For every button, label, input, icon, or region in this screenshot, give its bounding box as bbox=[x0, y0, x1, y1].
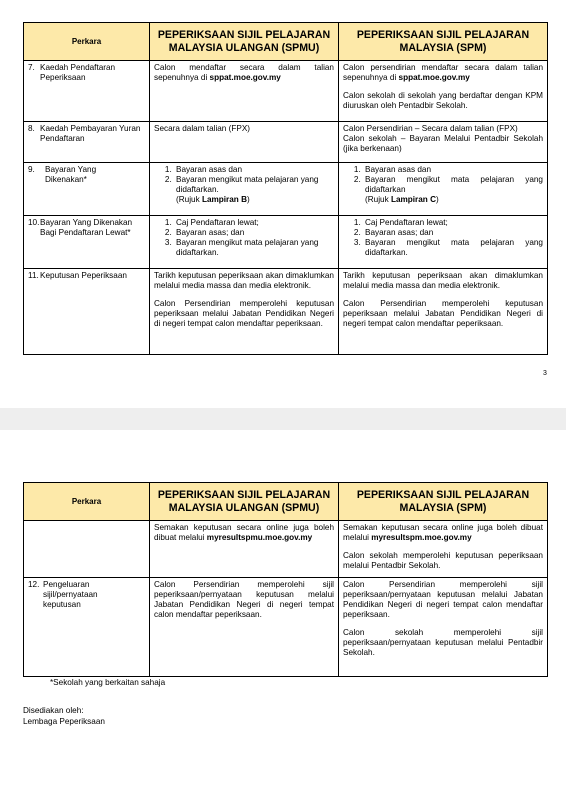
page-number: 3 bbox=[543, 370, 547, 377]
cell-text: (Rujuk bbox=[365, 195, 391, 204]
table-header-row bbox=[24, 483, 548, 521]
header-spmu: PEPERIKSAAN SIJIL PELAJARAN MALAYSIA ULANGAN (SPMU) bbox=[150, 23, 339, 61]
row-number: 8. bbox=[28, 124, 35, 133]
cell-text: Tarikh keputusan peperiksaan akan dimaklumkan melalui media massa dan media elektronik. bbox=[154, 271, 334, 290]
header-spm: PEPERIKSAAN SIJIL PELAJARAN MALAYSIA (SPM) bbox=[339, 23, 548, 61]
row-label: Kaedah Pendaftaran Peperiksaan bbox=[40, 63, 116, 82]
row-number: 12. bbox=[28, 580, 40, 589]
list-item: 1. Caj Pendaftaran lewat; bbox=[174, 218, 334, 228]
list-item: 2. Bayaran mengikut mata pelajaran yang didaftarkan. bbox=[174, 175, 334, 195]
comparison-table-page1 bbox=[23, 22, 548, 355]
header-perkara: Perkara bbox=[24, 483, 150, 521]
table-row-7 bbox=[24, 61, 548, 122]
comparison-table-page2 bbox=[23, 482, 548, 677]
cell-text: Calon Persendirian memperolehi keputusan peperiksaan melalui Jabatan Pendidikan Negeri di negeri tempat calon mendaftar peperiksaan. bbox=[154, 299, 334, 328]
list-item: 3. Bayaran mengikut mata pelajaran yang didaftarkan. bbox=[363, 238, 543, 258]
cell-text: Calon mendaftar secara dalam talian sepenuhnya di bbox=[154, 63, 334, 82]
row-number: 9. bbox=[28, 165, 35, 174]
list-item: 2. Bayaran mengikut mata pelajaran yang didaftarkan bbox=[363, 175, 543, 195]
row-number: 11. bbox=[28, 271, 39, 280]
row-number: 10. bbox=[28, 218, 40, 227]
row-label: Keputusan Peperiksaan bbox=[40, 271, 127, 280]
cell-text: Semakan keputusan secara online juga boleh dibuat melalui bbox=[154, 523, 334, 542]
list-item: 2. Bayaran asas; dan bbox=[363, 228, 543, 238]
list-item: 1. Bayaran asas dan bbox=[363, 165, 543, 175]
table-row-8 bbox=[24, 122, 548, 163]
cell-text: Calon sekolah memperolehi sijil peperiksaan/pernyataan keputusan melalui Pentadbir Sekolah. bbox=[343, 628, 543, 657]
cell-text: Calon sekolah di sekolah yang berdaftar dengan KPM diuruskan oleh Pentadbir Sekolah. bbox=[343, 91, 543, 110]
list-item: 1. Caj Pendaftaran lewat; bbox=[363, 218, 543, 228]
table-row-11 bbox=[24, 269, 548, 355]
table-row-12 bbox=[24, 578, 548, 677]
cell-text: (Rujuk bbox=[176, 195, 202, 204]
page-separator bbox=[0, 408, 566, 430]
link-myresultspm: myresultspm.moe.gov.my bbox=[371, 533, 472, 542]
appendix-ref: Lampiran B bbox=[201, 195, 247, 204]
link-myresultspmu: myresultspmu.moe.gov.my bbox=[206, 533, 313, 542]
header-spmu: PEPERIKSAAN SIJIL PELAJARAN MALAYSIA ULANGAN (SPMU) bbox=[150, 483, 339, 521]
organization: Lembaga Peperiksaan bbox=[23, 717, 105, 726]
cell-text: Calon Persendirian memperolehi sijil peperiksaan/pernyataan keputusan melalui Jabatan Pendidikan Negeri di negeri tempat calon mendaftar peperiksaan. bbox=[154, 580, 334, 619]
cell-text: Calon persendirian mendaftar secara dalam talian sepenuhnya di bbox=[343, 63, 543, 82]
row-label: Kaedah Pembayaran Yuran Pendaftaran bbox=[40, 124, 141, 143]
footnote: *Sekolah yang berkaitan sahaja bbox=[50, 678, 166, 687]
table-row-11-continued bbox=[24, 521, 548, 578]
link-sppat: sppat.moe.gov.my bbox=[398, 73, 470, 82]
cell-text: Calon sekolah – Bayaran Melalui Pentadbir Sekolah (jika berkenaan) bbox=[343, 134, 543, 153]
header-spm: PEPERIKSAAN SIJIL PELAJARAN MALAYSIA (SPM) bbox=[339, 483, 548, 521]
list-item: 1. Bayaran asas dan bbox=[174, 165, 334, 175]
cell-text: Calon sekolah memperolehi keputusan peperiksaan melalui Pentadbir Sekolah. bbox=[343, 551, 543, 570]
link-sppat: sppat.moe.gov.my bbox=[209, 73, 281, 82]
table-row-9 bbox=[24, 163, 548, 216]
cell-text: Secara dalam talian (FPX) bbox=[150, 122, 339, 163]
prepared-by: Disediakan oleh: bbox=[23, 706, 84, 715]
cell-text: Calon Persendirian – Secara dalam talian (FPX) bbox=[343, 124, 518, 133]
row-label: Bayaran Yang Dikenakan* bbox=[45, 165, 97, 184]
header-perkara: Perkara bbox=[24, 23, 150, 61]
cell-text: Tarikh keputusan peperiksaan akan dimaklumkan melalui media massa dan media elektronik. bbox=[343, 271, 543, 290]
table-header-row bbox=[24, 23, 548, 61]
row-number: 7. bbox=[28, 63, 35, 72]
appendix-ref: Lampiran C bbox=[390, 195, 436, 204]
row-label: Pengeluaran sijil/pernyataan keputusan bbox=[43, 580, 98, 609]
table-row-10 bbox=[24, 216, 548, 269]
cell-text: Semakan keputusan secara online juga boleh dibuat melalui bbox=[343, 523, 543, 542]
cell-text: Calon Persendirian memperolehi sijil peperiksaan/pernyataan keputusan melalui Jabatan Pendidikan Negeri di negeri tempat calon mendaftar peperiksaan. bbox=[343, 580, 543, 619]
list-item: 3. Bayaran mengikut mata pelajaran yang didaftarkan. bbox=[174, 238, 334, 258]
cell-text: Calon Persendirian memperolehi keputusan peperiksaan melalui Jabatan Pendidikan Negeri di negeri tempat calon mendaftar peperiksaan. bbox=[343, 299, 543, 328]
row-label: Bayaran Yang Dikenakan Bagi Pendaftaran Lewat* bbox=[40, 218, 133, 237]
cell-text: ) bbox=[435, 195, 439, 204]
list-item: 2. Bayaran asas; dan bbox=[174, 228, 334, 238]
cell-text: ) bbox=[246, 195, 250, 204]
